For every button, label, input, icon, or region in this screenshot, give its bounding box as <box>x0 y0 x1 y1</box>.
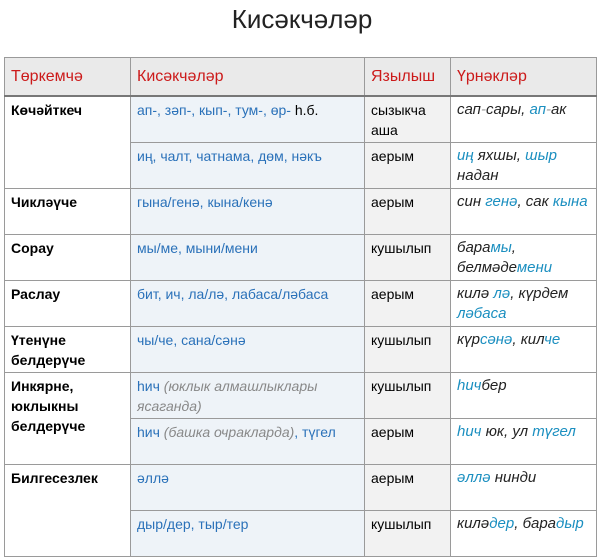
affix-text: һич <box>137 378 160 394</box>
affix-cell <box>131 235 365 281</box>
example-text: юк, ул <box>481 423 533 440</box>
example-text: , <box>521 101 530 118</box>
example-text: бер <box>481 377 507 394</box>
category-cell: Чикләүче <box>5 189 131 235</box>
affix-cell <box>131 373 365 419</box>
example-text: нинди <box>490 469 537 486</box>
affix-note: (башка очракларда) <box>163 424 295 440</box>
writing-cell: аерым <box>365 465 451 511</box>
example-highlight: ап <box>529 101 546 118</box>
writing-cell: сызыкча аша <box>365 96 451 143</box>
table-row <box>5 281 597 327</box>
example-text: күр <box>457 331 480 348</box>
affix-text: мы/ме, мыни/мени <box>137 240 258 256</box>
affix-cell <box>131 189 365 235</box>
example-text: килә <box>457 515 490 532</box>
example-text: надан <box>457 167 499 184</box>
example-highlight: лә <box>493 285 511 302</box>
header-affix: Кисәкчәләр <box>131 58 365 97</box>
example-cell <box>451 96 597 143</box>
table-row <box>5 327 597 373</box>
writing-cell: кушылып <box>365 235 451 281</box>
example-cell <box>451 327 597 373</box>
affix-cell <box>131 281 365 327</box>
category-cell: Билгесезлек <box>5 465 131 557</box>
example-text: яхшы, <box>473 147 526 164</box>
example-text: , кил <box>512 331 545 348</box>
example-highlight: дыр <box>556 515 584 532</box>
affix-text: гына/генә, кына/кенә <box>137 194 273 210</box>
example-text: , күрдем <box>510 285 569 302</box>
particles-table <box>4 57 597 557</box>
example-highlight: кына <box>552 193 588 210</box>
category-cell: Сорау <box>5 235 131 281</box>
writing-cell: аерым <box>365 143 451 189</box>
example-highlight: генә <box>485 193 518 210</box>
example-cell <box>451 281 597 327</box>
table-row <box>5 373 597 419</box>
affix-extra: һ.б. <box>294 102 319 118</box>
writing-cell: кушылып <box>365 511 451 557</box>
affix-text: чы/че, сана/сәнә <box>137 332 246 348</box>
example-cell <box>451 465 597 511</box>
affix-text: һич <box>137 424 160 440</box>
example-text: ак <box>550 101 567 118</box>
example-text: сары <box>485 101 522 118</box>
category-cell: Үтенүне белдерүче <box>5 327 131 373</box>
writing-cell: кушылып <box>365 373 451 419</box>
writing-cell: аерым <box>365 189 451 235</box>
example-highlight: түгел <box>532 423 576 440</box>
affix-cell <box>131 143 365 189</box>
affix-text: бит, ич, ла/лә, лабаса/ләбаса <box>137 286 329 302</box>
example-highlight: шыр <box>525 147 557 164</box>
writing-cell: аерым <box>365 281 451 327</box>
example-highlight: һич <box>457 377 482 394</box>
example-highlight: ләбаса <box>457 305 507 322</box>
table-row <box>5 189 597 235</box>
affix-cell <box>131 465 365 511</box>
example-text: - <box>545 101 551 118</box>
affix-cell <box>131 327 365 373</box>
example-cell <box>451 189 597 235</box>
example-text: - <box>480 101 486 118</box>
affix-text: әллә <box>137 470 169 486</box>
category-cell: Көчәйткеч <box>5 96 131 189</box>
example-text: бара <box>457 239 491 256</box>
table-row <box>5 465 597 511</box>
category-cell: Инкярне, юклыкны белдерүче <box>5 373 131 465</box>
example-highlight: мени <box>516 259 553 276</box>
affix-cell <box>131 96 365 143</box>
header-writing: Язылыш <box>365 58 451 97</box>
example-highlight: сәнә <box>479 331 513 348</box>
example-cell <box>451 373 597 419</box>
affix-cell <box>131 511 365 557</box>
table-row <box>5 96 597 143</box>
affix-text: дыр/дер, тыр/тер <box>137 516 249 532</box>
affix-tail: , түгел <box>294 424 336 440</box>
affix-text: ап-, зәп-, кып-, тум-, өр- <box>137 102 291 118</box>
affix-cell <box>131 419 365 465</box>
page-title: Кисәкчәләр <box>231 4 373 34</box>
example-cell <box>451 235 597 281</box>
example-cell <box>451 511 597 557</box>
example-cell <box>451 419 597 465</box>
table-row <box>5 235 597 281</box>
writing-cell: кушылып <box>365 327 451 373</box>
affix-note: (юклык алмашлыклары ясаганда) <box>137 378 318 414</box>
writing-cell: аерым <box>365 419 451 465</box>
example-highlight: че <box>544 331 561 348</box>
category-cell: Раслау <box>5 281 131 327</box>
header-example: Үрнәкләр <box>451 58 597 97</box>
table-body <box>5 96 597 557</box>
example-highlight: әллә <box>457 469 491 486</box>
header-category: Төркемчә <box>5 58 131 97</box>
header-row <box>5 58 597 97</box>
example-highlight: мы <box>490 239 512 256</box>
example-text: килә <box>457 285 494 302</box>
example-highlight: дер <box>489 515 515 532</box>
example-text: сап <box>457 101 481 118</box>
example-text: бара <box>522 515 557 532</box>
affix-text: иң, чалт, чатнама, дөм, нәкъ <box>137 148 322 164</box>
example-highlight: иң <box>457 147 474 164</box>
example-text: , сак <box>517 193 553 210</box>
example-text: , белмәде <box>457 239 517 276</box>
example-highlight: һич <box>457 423 482 440</box>
example-text: , <box>514 515 523 532</box>
example-text: син <box>457 193 486 210</box>
example-cell <box>451 143 597 189</box>
